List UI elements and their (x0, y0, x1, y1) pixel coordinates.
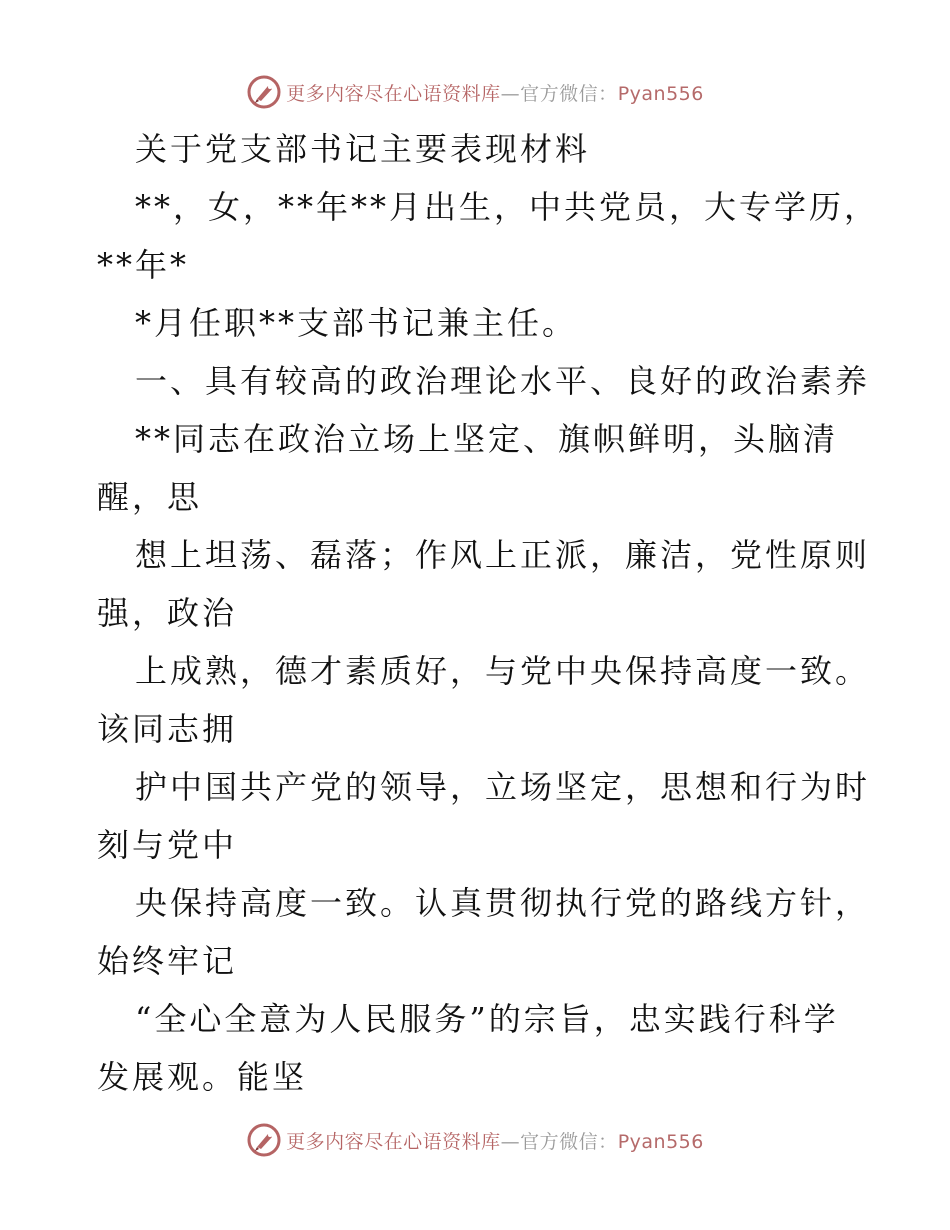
paragraph-line: **年* (97, 246, 190, 284)
paragraph-line: 护中国共产党的领导，立场坚定，思想和行为时 (135, 768, 871, 806)
watermark-separator: — (500, 82, 521, 105)
watermark-text (286, 1127, 704, 1154)
watermark-label: 官方微信： (520, 82, 618, 105)
paragraph-line: 上成熟，德才素质好，与党中央保持高度一致。 (135, 652, 871, 690)
section-heading: 一、具有较高的政治理论水平、良好的政治素养 (135, 362, 871, 400)
watermark-main: 更多内容尽在心语资料库 (286, 1130, 501, 1153)
watermark-id: Pyan556 (617, 1130, 704, 1153)
paragraph-line: 该同志拥 (97, 710, 238, 748)
pen-circle-logo-icon (246, 74, 282, 110)
footer-watermark (0, 1120, 950, 1160)
paragraph-line: 醒，思 (97, 478, 203, 516)
paragraph-line: *月任职**支部书记兼主任。 (135, 304, 578, 342)
paragraph-line: 发展观。能坚 (97, 1058, 308, 1096)
document-title: 关于党支部书记主要表现材料 (135, 130, 591, 168)
paragraph-line: **，女，**年**月出生，中共党员，大专学历， (135, 188, 880, 226)
document-body (97, 120, 880, 1106)
pen-circle-logo-icon (246, 1122, 282, 1158)
watermark-id: Pyan556 (617, 82, 704, 105)
watermark-separator: — (500, 1130, 521, 1153)
paragraph-line: 始终牢记 (97, 942, 238, 980)
paragraph-line: 刻与党中 (97, 826, 238, 864)
watermark-label: 官方微信： (520, 1130, 618, 1153)
watermark-main: 更多内容尽在心语资料库 (286, 82, 501, 105)
watermark-text (286, 79, 704, 106)
paragraph-line: **同志在政治立场上坚定、旗帜鲜明，头脑清 (135, 420, 839, 458)
header-watermark (0, 72, 950, 112)
paragraph-line: “全心全意为人民服务”的宗旨，忠实践行科学 (135, 1000, 839, 1038)
paragraph-line: 强，政治 (97, 594, 238, 632)
paragraph-line: 想上坦荡、磊落；作风上正派，廉洁，党性原则 (135, 536, 871, 574)
paragraph-line: 央保持高度一致。认真贯彻执行党的路线方针， (135, 884, 871, 922)
